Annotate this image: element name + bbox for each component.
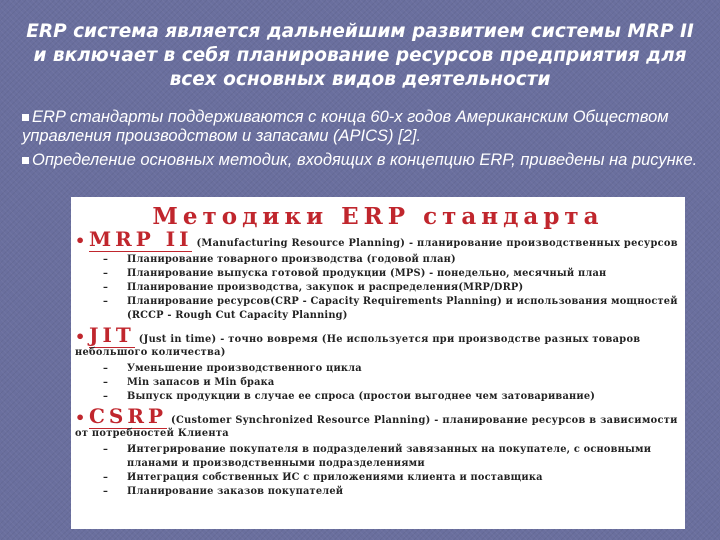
list-item: – Интеграция собственных ИС с приложениями клиента и поставщика	[103, 472, 543, 483]
section-description: (Just in time) - точно вовремя (Не используется при производстве разных товаров небольшого количества)	[75, 334, 641, 358]
section-name: MRP II	[89, 227, 193, 251]
square-bullet-icon	[22, 157, 29, 164]
list-item: – Планирование заказов покупателей	[103, 486, 344, 497]
sub-list	[75, 362, 685, 404]
bullet-list	[22, 108, 702, 175]
section-name: JIT	[89, 323, 135, 347]
bullet-item: Определение основных методик, входящих в концепцию ERP, приведены на рисунке.	[22, 151, 702, 170]
section-description: (Customer Synchronized Resource Planning) - планирование ресурсов в зависимости от потребностей Клиента	[75, 415, 678, 439]
sub-list	[75, 253, 685, 323]
section-description: (Manufacturing Resource Planning) - планирование производственных ресурсов	[196, 238, 678, 249]
list-item: – Уменьшение производственного цикла	[103, 363, 362, 374]
section-csrp	[75, 404, 685, 499]
list-item: – Min запасов и Min брака	[103, 377, 275, 388]
page-number: 7	[668, 505, 676, 520]
section-bullet-icon: •	[75, 231, 86, 250]
section-mrp2	[75, 227, 685, 323]
list-item: – Планирование товарного производства (годовой план)	[103, 254, 456, 265]
list-item: – Планирование ресурсов(CRP - Capacity Requirements Planning) и использования мощностей (RCCP - Rough Cut Capacity Planning)	[103, 296, 678, 321]
section-jit	[75, 323, 685, 404]
section-name: CSRP	[89, 404, 168, 428]
section-bullet-icon: •	[75, 408, 86, 427]
list-item: – Планирование выпуска готовой продукции (MPS) - понедельно, месячный план	[103, 268, 607, 279]
square-bullet-icon	[22, 114, 29, 121]
slide-title: ERP система является дальнейшим развитием системы MRP II и включает в себя планирование ресурсов предприятия для всех основных видов деятельности	[26, 21, 694, 90]
sub-list	[75, 443, 685, 499]
list-item: – Планирование производства, закупок и распределения(MRP/DRP)	[103, 282, 524, 293]
figure-title: Методики ERP стандарта	[152, 203, 604, 230]
list-item: – Выпуск продукции в случае ее спроса (простои выгоднее чем затоваривание)	[103, 391, 596, 402]
bullet-item: ERP стандарты поддерживаются с конца 60-х годов Американским Обществом управления производством и запасами (APICS) [2].	[22, 108, 669, 145]
list-item: – Интегрирование покупателя в подразделений завязанных на покупателе, с основными планами и производственными подразделениями	[103, 444, 652, 469]
section-bullet-icon: •	[75, 327, 86, 346]
erp-methods-figure	[71, 197, 685, 529]
